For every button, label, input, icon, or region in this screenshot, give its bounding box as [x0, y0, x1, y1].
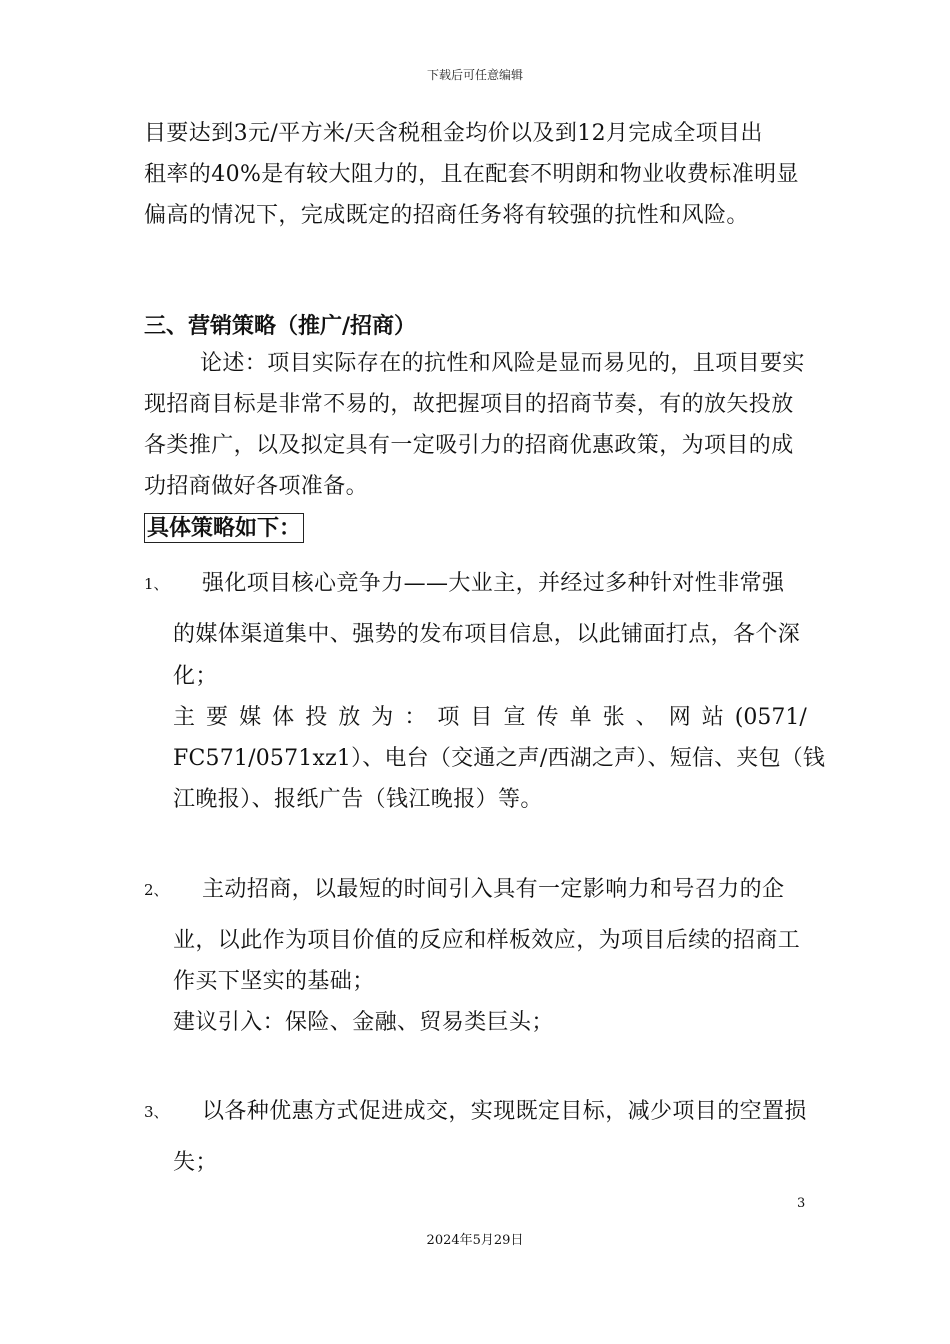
- media-char: 体: [272, 705, 295, 730]
- media-char: 放: [338, 705, 361, 730]
- item-2-line-2: 业，以此作为项目价值的反应和样板效应，为项目后续的招商工: [173, 928, 801, 953]
- page-number: 3: [797, 1196, 806, 1211]
- item-3-line-2: 失；: [173, 1150, 218, 1175]
- item-number-1: 1、: [144, 575, 169, 593]
- strategy-label: 具体策略如下：: [144, 513, 304, 543]
- section-heading: 三、营销策略（推广/招商）: [144, 313, 417, 339]
- media-char: 网: [668, 705, 691, 730]
- intro-line-2: 租率的40%是有较大阻力的，且在配套不明朗和物业收费标准明显: [144, 162, 799, 187]
- media-char: 宣: [503, 705, 526, 730]
- item-1-media-line: [173, 703, 807, 733]
- item-number-3: 3、: [144, 1103, 169, 1121]
- item-1-extra-line-2: 江晚报）、报纸广告（钱江晚报）等。: [173, 787, 543, 812]
- item-1-line-2: 的媒体渠道集中、强势的发布项目信息，以此铺面打点，各个深: [173, 622, 801, 647]
- media-char: 张: [602, 705, 625, 730]
- media-char: (0571/: [734, 705, 807, 730]
- section-line-4: 功招商做好各项准备。: [144, 474, 369, 499]
- item-1-line-3: 化；: [173, 664, 218, 689]
- media-char: ：: [404, 705, 427, 730]
- item-1-extra-line-1: FC571/0571xz1）、电台（交通之声/西湖之声）、短信、夹包（钱: [173, 746, 826, 771]
- intro-line-3: 偏高的情况下，完成既定的招商任务将有较强的抗性和风险。: [144, 203, 749, 228]
- item-2-line-4: 建议引入：保险、金融、贸易类巨头；: [173, 1010, 554, 1035]
- item-3-line-1: 以各种优惠方式促进成交，实现既定目标，减少项目的空置损: [202, 1099, 807, 1124]
- media-char: 项: [437, 705, 460, 730]
- intro-line-1: 目要达到3元/平方米/天含税租金均价以及到12月完成全项目出: [144, 121, 763, 146]
- media-char: 、: [635, 705, 658, 730]
- item-2-line-3: 作买下坚实的基础；: [173, 969, 375, 994]
- item-number-2: 2、: [144, 881, 169, 899]
- section-line-2: 现招商目标是非常不易的，故把握项目的招商节奏，有的放矢投放: [144, 392, 794, 417]
- media-char: 单: [569, 705, 592, 730]
- header-note: 下载后可任意编辑: [426, 68, 523, 82]
- item-2-line-1: 主动招商，以最短的时间引入具有一定影响力和号召力的企: [202, 877, 785, 902]
- media-char: 要: [206, 705, 229, 730]
- media-char: 目: [470, 705, 493, 730]
- media-char: 投: [305, 705, 328, 730]
- item-1-line-1: 强化项目核心竞争力——大业主，并经过多种针对性非常强: [202, 571, 785, 596]
- section-line-1: 论述：项目实际存在的抗性和风险是显而易见的，且项目要实: [200, 351, 805, 376]
- media-char: 传: [536, 705, 559, 730]
- media-char: 站: [701, 705, 724, 730]
- media-char: 为: [371, 705, 394, 730]
- media-char: 媒: [239, 705, 262, 730]
- footer-date: 2024年5月29日: [426, 1233, 524, 1248]
- media-char: 主: [173, 705, 196, 730]
- section-line-3: 各类推广，以及拟定具有一定吸引力的招商优惠政策，为项目的成: [144, 433, 794, 458]
